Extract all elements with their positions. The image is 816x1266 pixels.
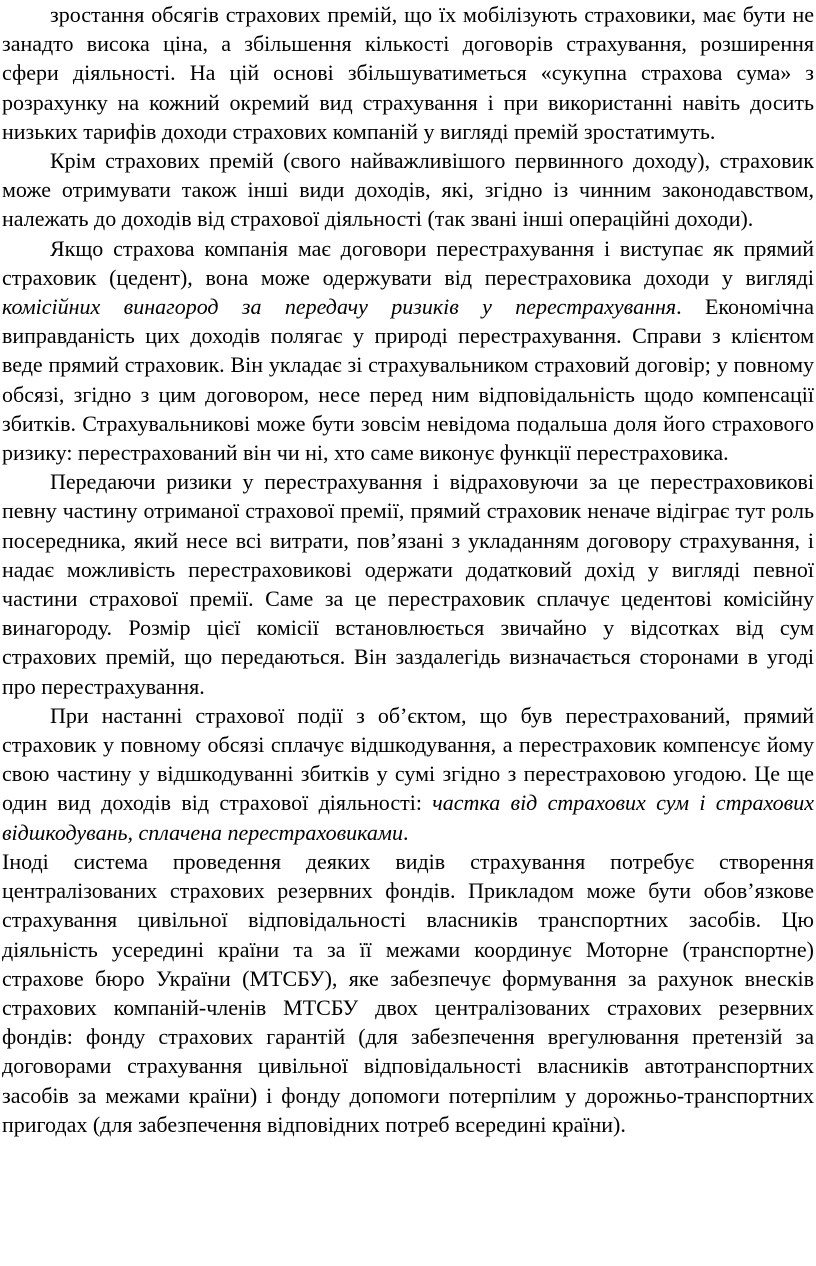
paragraph-5-text-a: При настанні страхової події з об’єктом, що був перестрахований, прямий страховик у повному обсязі сплачує відшкодування, а перестраховик компенсує йому свою частину у відшкодуванні збитків у сумі згідно з перестраховою угодою. Це ще один вид доходів від страхової діяльності:: [2, 702, 814, 816]
paragraph-4-text: Передаючи ризики у перестрахування і відраховуючи за це перестраховикові певну частину отриманої страхової премії, прямий страховик неначе відіграє тут роль посередника, який несе всі витрати, пов’язані з укладанням договору страхування, і надає можливість перестраховикові одержати додатковий дохід у вигляді певної частини страхової премії. Саме за це перестраховик сплачує цедентові комісійну винагороду. Розмір цієї комісії встановлюється звичайно у відсотках від сум страхових премій, що передаються. Він заздалегідь визначається сторонами в угоді про перестрахування.: [2, 469, 814, 699]
paragraph-5-text-b: .: [402, 819, 409, 845]
paragraph-3-text-b: . Економічна виправданість цих доходів полягає у природі перестрахування. Справи з клієнтом веде прямий страховик. Він укладає зі страхувальником страховий договір; у повному обсязі, згідно з цим договором, несе перед ним відповідальність щодо компенсації збитків. Страхувальникові може бути зовсім невідома подальша доля його страхового ризику: перестрахований він чи ні, хто саме виконує функції перестраховика.: [2, 294, 814, 466]
paragraph-6: [2, 847, 814, 1139]
paragraph-5-italic-term: частка від страхових сум і страхових відшкодувань, сплачена перестраховиками: [2, 790, 814, 845]
paragraph-3: [2, 234, 814, 468]
paragraph-3-text-a: Якщо страхова компанія має договори перестрахування і виступає як прямий страховик (цедент), вона може одержувати від перестраховика доходи у вигляді: [2, 235, 814, 290]
paragraph-1: [2, 0, 814, 146]
paragraph-1-text: зростання обсягів страхових премій, що їх мобілізують страховики, має бути не занадто висока ціна, а збільшення кількості договорів страхування, розширення сфери діяльності. На цій основі збільшуватиметься «сукупна страхова сума» з розрахунку на кожний окремий вид страхування і при використанні навіть досить низьких тарифів доходи страхових компаній у вигляді премій зростатимуть.: [2, 2, 814, 144]
paragraph-2-text: Крім страхових премій (свого найважливішого первинного доходу), страховик може отримувати також інші види доходів, які, згідно із чинним законодавством, належать до доходів від страхової діяльності (так звані інші операційні доходи).: [2, 148, 814, 232]
paragraph-4: [2, 467, 814, 701]
paragraph-3-italic-term: комісійних винагород за передачу ризиків у перестрахування: [2, 294, 677, 320]
paragraph-6-text: Іноді система проведення деяких видів страхування потребує створення централізованих страхових резервних фондів. Прикладом може бути обов’язкове страхування цивільної відповідальності власників транспортних засобів. Цю діяльність усередині країни та за її межами координує Моторне (транспортне) страхове бюро України (МТСБУ), яке забезпечує формування за рахунок внесків страхових компаній-членів МТСБУ двох централізованих страхових резервних фондів: фонду страхових гарантій (для забезпечення врегулювання претензій за договорами страхування цивільної відповідальності власників автотранспортних засобів за межами країни) і фонду допомоги потерпілим у дорожньо-транспортних пригодах (для забезпечення відповідних потреб всередині країни).: [2, 848, 814, 1137]
paragraph-5: [2, 701, 814, 847]
paragraph-2: [2, 146, 814, 234]
